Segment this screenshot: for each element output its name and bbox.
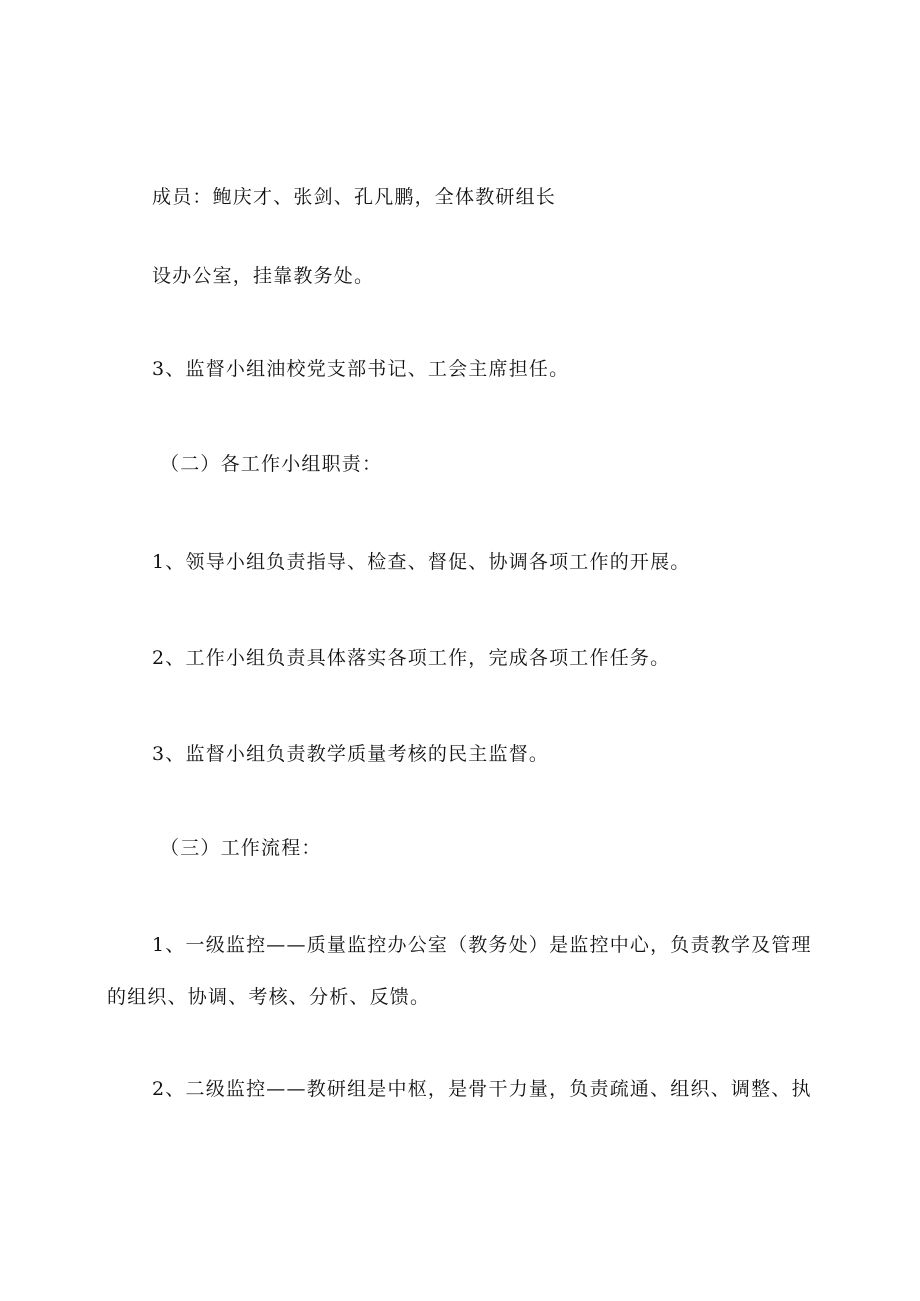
paragraph-duty-working: 2、工作小组负责具体落实各项工作，完成各项工作任务。 — [152, 647, 671, 669]
section-heading-duties: （二）各工作小组职责： — [160, 453, 383, 475]
paragraph-members: 成员：鲍庆才、张剑、孔凡鹏，全体教研组长 — [152, 186, 557, 208]
paragraph-level2-control: 2、二级监控——教研组是中枢，是骨干力量，负责疏通、组织、调整、执 — [152, 1078, 812, 1100]
paragraph-duty-leadership: 1、领导小组负责指导、检查、督促、协调各项工作的开展。 — [152, 551, 691, 573]
paragraph-duty-supervision: 3、监督小组负责教学质量考核的民主监督。 — [152, 743, 550, 765]
paragraph-supervision-group: 3、监督小组油校党支部书记、工会主席担任。 — [152, 358, 570, 380]
paragraph-level1-continuation: 的组织、协调、考核、分析、反馈。 — [107, 986, 431, 1008]
paragraph-level1-control: 1、一级监控——质量监控办公室（教务处）是监控中心，负责教学及管理 — [152, 934, 812, 956]
paragraph-office: 设办公室，挂靠教务处。 — [152, 265, 375, 287]
section-heading-workflow: （三）工作流程： — [160, 837, 322, 859]
